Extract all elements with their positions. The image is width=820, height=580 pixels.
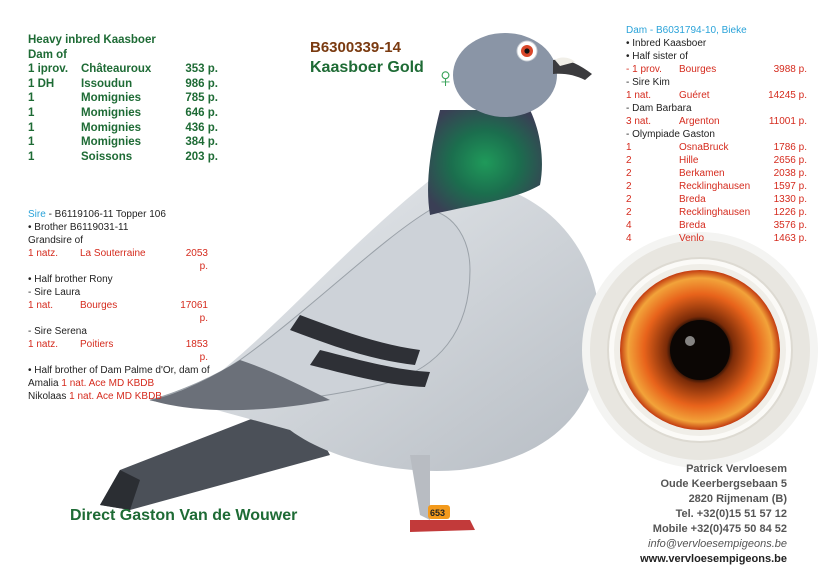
- contact-city: 2820 Rijmenam (B): [688, 493, 787, 505]
- place: 1: [28, 136, 35, 149]
- points: 11001 p.: [768, 116, 807, 127]
- dam-ring: - B6031794-10, Bieke: [647, 25, 747, 36]
- race: Venlo: [679, 233, 705, 244]
- result-row: [28, 135, 218, 150]
- contact-mobile: Mobile +32(0)475 50 84 52: [652, 523, 787, 535]
- points: 1597 p.: [773, 181, 807, 192]
- place: 2: [626, 181, 632, 192]
- place: 1 DH: [28, 77, 55, 90]
- result-row: [626, 63, 807, 76]
- pigeon-ring-number: B6300339-14: [310, 39, 401, 56]
- race: Argenton: [679, 116, 720, 127]
- sire-brother: • Brother B6119031-11: [28, 222, 129, 233]
- race: Bourges: [80, 300, 118, 311]
- points: 203 p.: [185, 150, 218, 163]
- dam-sire-kim: - Sire Kim: [626, 77, 670, 88]
- race: Berkamen: [679, 168, 725, 179]
- place: 1: [28, 150, 35, 163]
- dam-olympiade: - Olympiade Gaston: [626, 129, 715, 140]
- race: Breda: [679, 220, 706, 231]
- contact-tel: Tel. +32(0)15 51 57 12: [675, 508, 787, 520]
- place: 1: [28, 106, 35, 119]
- contact-block: [640, 462, 787, 567]
- sire-laura: - Sire Laura: [28, 287, 81, 298]
- points: 1853 p.: [185, 339, 208, 363]
- amalia-ace: 1 nat. Ace MD KBDB: [61, 378, 155, 389]
- points: 646 p.: [185, 106, 218, 119]
- points: 17061 p.: [180, 300, 208, 324]
- place: 1: [626, 142, 632, 153]
- place: 1 nat.: [626, 90, 652, 101]
- place: 4: [626, 220, 632, 231]
- contact-email[interactable]: info@vervloesempigeons.be: [648, 538, 787, 550]
- points: 1226 p.: [773, 207, 807, 218]
- result-row: [28, 62, 218, 77]
- place: 4: [626, 233, 632, 244]
- result-row: [626, 141, 807, 154]
- strain-line: Direct Gaston Van de Wouwer: [70, 507, 298, 524]
- place: 2: [626, 194, 632, 205]
- race: Momignies: [81, 106, 142, 119]
- sire-serena: - Sire Serena: [28, 326, 87, 337]
- female-symbol-icon: ♀: [435, 62, 456, 93]
- dam-block: [626, 24, 807, 245]
- dam-label: Dam: [626, 25, 648, 36]
- sire-label: Sire: [28, 209, 46, 220]
- sire-heading: [28, 208, 210, 221]
- place: 3 nat.: [626, 116, 652, 127]
- race: Guéret: [679, 90, 710, 101]
- points: 986 p.: [185, 77, 218, 90]
- result-row: [28, 247, 210, 273]
- pigeon-head: [453, 33, 557, 117]
- result-row: [626, 193, 807, 206]
- points: 2656 p.: [773, 155, 807, 166]
- points: 785 p.: [185, 92, 218, 105]
- race: Hille: [679, 155, 699, 166]
- result-row: [28, 338, 210, 364]
- points: 1786 p.: [773, 142, 807, 153]
- race: Momignies: [81, 121, 142, 134]
- ring-band-text: 653: [430, 508, 446, 518]
- points: 436 p.: [185, 121, 218, 134]
- points: 3988 p.: [773, 64, 807, 75]
- top-results: [28, 33, 218, 164]
- nikolaas-line: [28, 390, 210, 403]
- place: 2: [626, 168, 632, 179]
- place: 1: [28, 92, 35, 105]
- contact-street: Oude Keerbergsebaan 5: [660, 478, 787, 490]
- amalia: Amalia: [28, 378, 59, 389]
- result-row: [28, 77, 218, 92]
- result-row: [626, 232, 807, 245]
- race: Châteauroux: [81, 63, 152, 76]
- points: 3576 p.: [773, 220, 807, 231]
- result-row: [626, 180, 807, 193]
- result-row: [28, 299, 210, 325]
- dam-of-label: Dam of: [28, 48, 67, 61]
- race: Issoudun: [81, 77, 133, 90]
- sire-block: [28, 208, 210, 403]
- sire-palme-line: • Half brother of Dam Palme d'Or, dam of: [28, 365, 210, 376]
- place: 1: [28, 121, 35, 134]
- place: 1 nat.: [28, 300, 54, 311]
- race: Momignies: [81, 92, 142, 105]
- points: 353 p.: [185, 63, 218, 76]
- result-row: [28, 91, 218, 106]
- result-row: [626, 115, 807, 128]
- race: Soissons: [81, 150, 133, 163]
- result-row: [626, 89, 807, 102]
- amalia-line: [28, 377, 210, 390]
- points: 1330 p.: [773, 194, 807, 205]
- race: Poitiers: [80, 339, 114, 350]
- dam-barbara: - Dam Barbara: [626, 103, 692, 114]
- result-row: [28, 106, 218, 121]
- sire-ring: - B6119106-11 Topper 106: [45, 209, 166, 220]
- dam-half-sister: • Half sister of: [626, 51, 688, 62]
- sire-half-brother: • Half brother Rony: [28, 274, 113, 285]
- place: 2: [626, 155, 632, 166]
- race: Recklinghausen: [679, 207, 751, 218]
- contact-name: Patrick Vervloesem: [686, 463, 787, 475]
- race: La Souterraine: [80, 248, 146, 259]
- place: 1 iprov.: [28, 63, 69, 76]
- place: 1 natz.: [28, 339, 59, 350]
- sire-grandsire: Grandsire of: [28, 235, 84, 246]
- result-row: [626, 206, 807, 219]
- contact-website[interactable]: www.vervloesempigeons.be: [640, 553, 787, 565]
- points: 2038 p.: [773, 168, 807, 179]
- place: 2: [626, 207, 632, 218]
- place: 1 natz.: [28, 248, 59, 259]
- result-row: [626, 154, 807, 167]
- result-row: [626, 219, 807, 232]
- nikolaas: Nikolaas: [28, 391, 67, 402]
- place: - 1 prov.: [626, 64, 662, 75]
- pigeon-name: Kaasboer Gold: [310, 59, 424, 76]
- nikolaas-ace: 1 nat. Ace MD KBDB: [69, 391, 162, 402]
- title-block: [310, 38, 424, 78]
- points: 1463 p.: [773, 233, 807, 244]
- dam-inbred: • Inbred Kaasboer: [626, 38, 707, 49]
- points: 384 p.: [185, 136, 218, 149]
- points: 2053 p.: [185, 248, 208, 272]
- race: Breda: [679, 194, 706, 205]
- heading: Heavy inbred Kaasboer: [28, 34, 156, 46]
- race: Recklinghausen: [679, 181, 751, 192]
- points: 14245 p.: [768, 90, 807, 101]
- result-row: [28, 121, 218, 136]
- dam-heading: [626, 24, 807, 37]
- result-row: [28, 150, 218, 165]
- result-row: [626, 167, 807, 180]
- race: Momignies: [81, 136, 142, 149]
- race: OsnaBruck: [679, 142, 729, 153]
- race: Bourges: [679, 64, 717, 75]
